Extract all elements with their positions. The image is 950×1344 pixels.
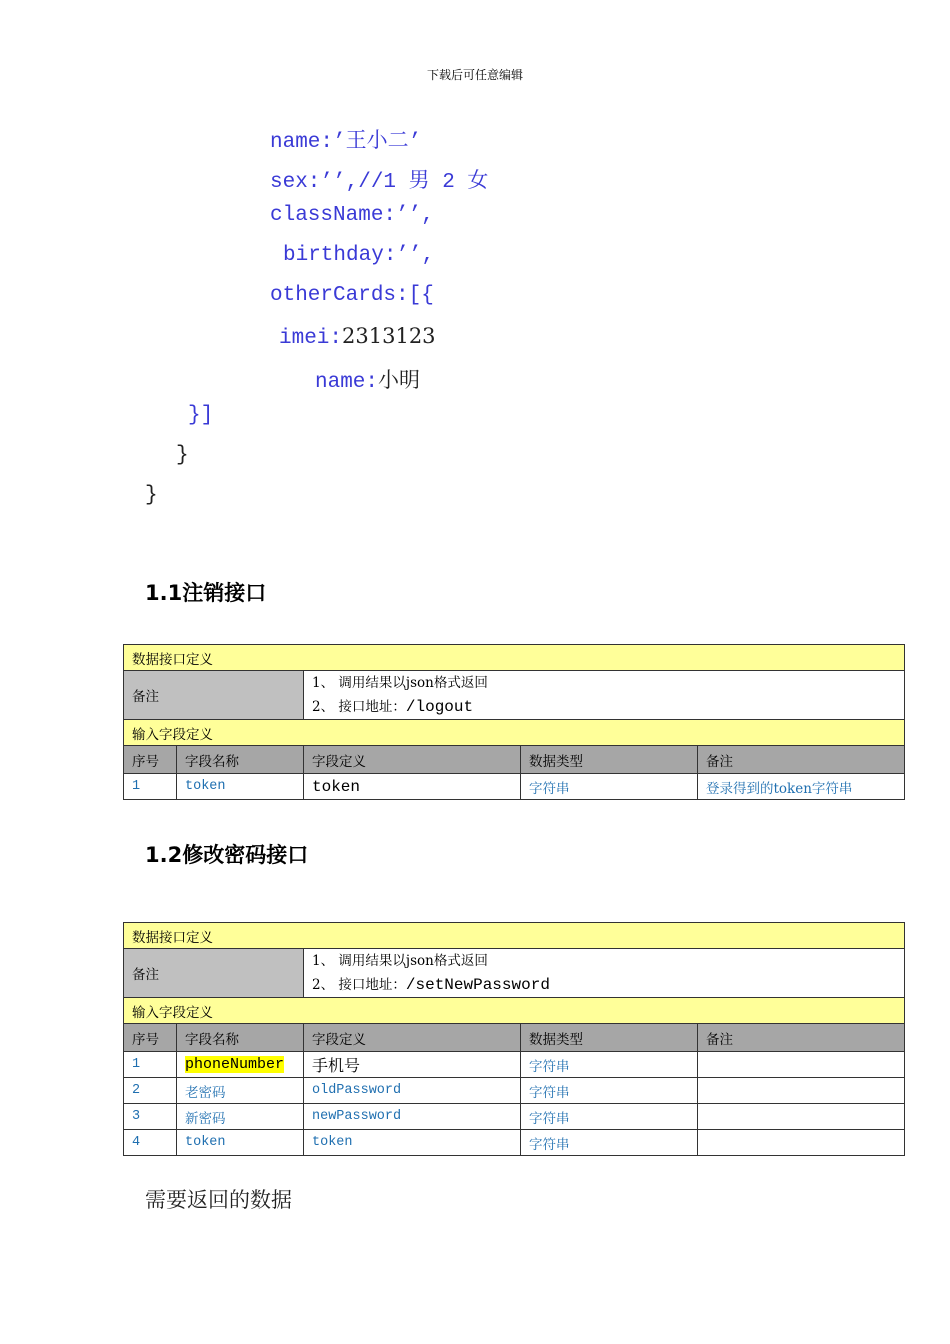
code-line-sex: sex:’’,//1 男 2 女	[270, 171, 489, 194]
table-row	[124, 774, 905, 800]
cell-no: 4	[124, 1130, 177, 1156]
code-key: name:	[315, 371, 379, 394]
section-heading-change-password: 1.2修改密码接口	[145, 843, 309, 867]
table-title: 数据接口定义	[124, 645, 905, 671]
col-header-def: 字段定义	[304, 746, 521, 774]
code-key: imei:	[279, 327, 343, 350]
note-item	[312, 973, 896, 997]
input-section-title: 输入字段定义	[124, 998, 905, 1024]
input-section-title: 输入字段定义	[124, 720, 905, 746]
cell-def: token	[304, 1130, 521, 1156]
api-path: /logout	[405, 698, 474, 716]
note-item: 1、 调用结果以json格式返回	[312, 953, 488, 969]
table-row	[124, 1052, 905, 1078]
col-header-name: 字段名称	[177, 746, 304, 774]
notes-label: 备注	[124, 949, 304, 998]
cell-def: newPassword	[304, 1104, 521, 1130]
cell-no: 2	[124, 1078, 177, 1104]
col-header-no: 序号	[124, 1024, 177, 1052]
cell-no: 1	[124, 774, 177, 800]
code-line-close-array: }]	[188, 404, 214, 427]
code-line-classname: className:’’,	[270, 204, 434, 227]
return-data-label: 需要返回的数据	[145, 1188, 292, 1212]
cell-name: 老密码	[177, 1078, 304, 1104]
cell-def: token	[304, 774, 521, 800]
cell-no: 1	[124, 1052, 177, 1078]
cell-type: 字符串	[521, 1130, 698, 1156]
code-line-name: name:’王小二’	[270, 131, 422, 154]
page-header: 下载后可任意编辑	[426, 68, 523, 82]
note-prefix: 2、 接口地址：	[312, 977, 406, 993]
code-line-imei	[279, 324, 436, 350]
col-header-type: 数据类型	[521, 1024, 698, 1052]
highlighted-field-name: phoneNumber	[185, 1056, 285, 1073]
note-item: 1、 调用结果以json格式返回	[312, 675, 488, 691]
cell-name	[177, 1052, 304, 1078]
code-line-close-brace: }	[176, 444, 189, 467]
cell-name: token	[177, 774, 304, 800]
section-heading-logout: 1.1注销接口	[145, 581, 267, 605]
note-prefix: 2、 接口地址：	[312, 699, 406, 715]
cell-remark	[698, 1078, 905, 1104]
code-line-othercards: otherCards:[{	[270, 284, 434, 307]
cell-no: 3	[124, 1104, 177, 1130]
logout-spec-table	[123, 644, 905, 800]
cell-def: oldPassword	[304, 1078, 521, 1104]
code-line-close-root: }	[145, 484, 158, 507]
cell-name: 新密码	[177, 1104, 304, 1130]
cell-def: 手机号	[304, 1052, 521, 1078]
cell-type: 字符串	[521, 1104, 698, 1130]
api-path: /setNewPassword	[405, 976, 550, 994]
table-row	[124, 1104, 905, 1130]
cell-type: 字符串	[521, 774, 698, 800]
col-header-type: 数据类型	[521, 746, 698, 774]
table-row	[124, 1130, 905, 1156]
code-line-birthday: birthday:’’,	[283, 244, 435, 267]
code-value: 小明	[378, 368, 421, 392]
cell-name: token	[177, 1130, 304, 1156]
col-header-remark: 备注	[698, 1024, 905, 1052]
notes-cell	[304, 949, 905, 998]
cell-remark	[698, 1104, 905, 1130]
cell-remark: 登录得到的token字符串	[698, 774, 905, 800]
cell-type: 字符串	[521, 1078, 698, 1104]
cell-remark	[698, 1130, 905, 1156]
table-row	[124, 1078, 905, 1104]
col-header-remark: 备注	[698, 746, 905, 774]
cell-remark	[698, 1052, 905, 1078]
col-header-def: 字段定义	[304, 1024, 521, 1052]
change-password-spec-table	[123, 922, 905, 1156]
col-header-name: 字段名称	[177, 1024, 304, 1052]
notes-cell	[304, 671, 905, 720]
note-item	[312, 695, 896, 719]
col-header-no: 序号	[124, 746, 177, 774]
notes-label: 备注	[124, 671, 304, 720]
table-title: 数据接口定义	[124, 923, 905, 949]
code-value: 2313123	[342, 324, 436, 348]
cell-type: 字符串	[521, 1052, 698, 1078]
code-line-name2	[315, 364, 420, 394]
